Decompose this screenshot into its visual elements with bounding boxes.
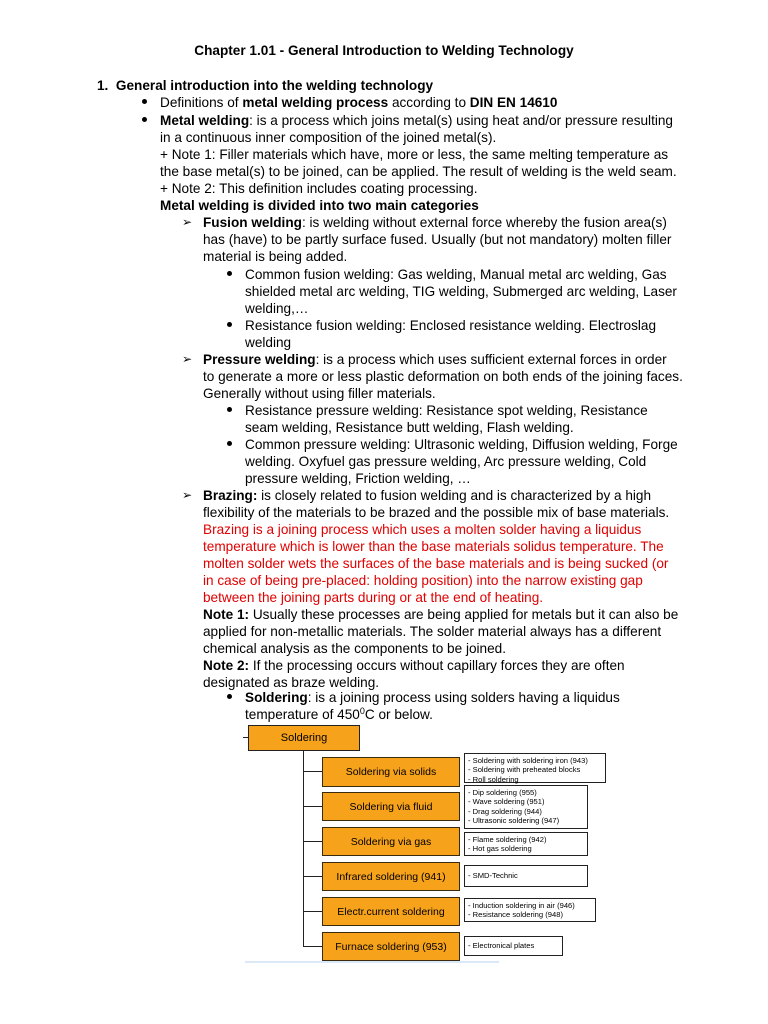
bullet-icon [227,407,232,412]
pressure-bullet-2: Common pressure welding: Ultrasonic welding, Diffusion welding, Forge [245,437,678,452]
diagram-note-box: - Electronical plates [464,936,563,956]
connector-line [303,876,322,877]
fusion-bullet-2: Resistance fusion welding: Enclosed resistance welding. Electroslag [245,318,657,333]
brazing-l2: flexibility of the materials to be brazed and the possible mix of base materials. [203,505,670,520]
diagram-node-box: Soldering via gas [322,827,460,856]
categories-heading: Metal welding is divided into two main categories [160,198,479,213]
brazing-def: Brazing: is closely related to fusion welding and is characterized by a high [203,488,652,503]
arrow-bullet-icon: ➢ [182,215,193,229]
diagram-node-box: Infrared soldering (941) [322,862,460,891]
pressure-bullet-2-l3: pressure welding, Friction welding, … [245,471,471,486]
brazing-red-l3: molten solder wets the surfaces of the base materials and is being sucked (or [203,556,669,571]
metal-welding-note1: + Note 1: Filler materials which have, more or less, the same melting temperature as [160,147,669,162]
pressure-bullet-2-l2: welding. Oxyfuel gas pressure welding, Arc pressure welding, Cold [245,454,647,469]
bullet-icon [227,441,232,446]
diagram-note-box: - Soldering with soldering iron (943) - Soldering with preheated blocks - Roll soldering [464,753,606,783]
soldering-def-l2: temperature of $450^0C$ or below. [245,706,433,722]
brazing-note2-l2: designated as braze welding. [203,675,380,690]
pressure-bullet-1-l2: seam welding, Resistance butt welding, Flash welding. [245,420,574,435]
connector-line [303,806,322,807]
fusion-welding-l2: has (have) to be partly surface fused. Usually (but not mandatory) molten filler [203,232,672,247]
metal-welding-def-l2: in a continuous inner composition of the joined metal(s). [160,130,497,145]
diagram-note-box: - SMD-Technic [464,865,588,887]
bullet-icon [227,694,232,699]
soldering-def: Soldering: is a joining process using solders having a liquidus [245,690,620,705]
bullet-icon [142,99,147,104]
diagram-note-box: - Induction soldering in air (946) - Resistance soldering (948) [464,898,596,922]
diagram-node-box: Soldering via fluid [322,792,460,821]
diagram-node-box: Electr.current soldering [322,897,460,926]
brazing-note2: Note 2: If the processing occurs without capillary forces they are often [203,658,625,673]
brazing-red-l2: temperature which is lower than the base materials solidus temperature. The [203,539,664,554]
definitions-bullet: Definitions of metal welding process according to DIN EN 14610 [160,95,558,110]
chapter-title: Chapter 1.01 - General Introduction to Welding Technology [194,43,574,58]
brazing-red-l1: Brazing is a joining process which uses a molten solder having a liquidus [203,522,642,537]
fusion-bullet-1-l2: shielded metal arc welding, TIG welding, Submerged arc welding, Laser [245,284,677,299]
pressure-welding-def: Pressure welding: is a process which uses sufficient external forces in order [203,352,667,367]
arrow-bullet-icon: ➢ [182,352,193,366]
metal-welding-note2: + Note 2: This definition includes coating processing. [160,181,478,196]
bullet-icon [227,271,232,276]
brazing-note1-l3: chemical analysis as the components to be joined. [203,641,507,656]
connector-line [303,911,322,912]
fusion-welding-def: Fusion welding: is welding without external force whereby the fusion area(s) [203,215,667,230]
pressure-welding-l2: to generate a more or less plastic deformation on both ends of the joining faces. [203,369,683,384]
brazing-note1: Note 1: Usually these processes are being applied for metals but it can also be [203,607,679,622]
brazing-red-l5: between the joining parts during or at the end of heating. [203,590,544,605]
cropped-edge-line [245,961,499,963]
metal-welding-def: Metal welding: is a process which joins metal(s) using heat and/or pressure resulting [160,113,673,128]
brazing-note1-l2: applied for non-metallic materials. The solder material always has a different [203,624,662,639]
pressure-welding-l3: Generally without using filler materials. [203,386,436,401]
diagram-note-box: - Dip soldering (955) - Wave soldering (951) - Drag soldering (944) - Ultrasonic soldering (947) [464,785,588,829]
diagram-note-box: - Flame soldering (942) - Hot gas soldering [464,832,588,856]
brazing-red-l4: in case of being pre-placed: holding position) into the narrow existing gap [203,573,643,588]
connector-line [303,771,322,772]
arrow-bullet-icon: ➢ [182,488,193,502]
connector-line [303,946,322,947]
bullet-icon [227,322,232,327]
fusion-bullet-2-l2: welding [245,335,292,350]
diagram-root-box: Soldering [248,725,360,751]
fusion-welding-l3: material is being added. [203,249,348,264]
fusion-bullet-1-l3: welding,… [245,301,309,316]
pressure-bullet-1: Resistance pressure welding: Resistance spot welding, Resistance [245,403,648,418]
connector-line [303,841,322,842]
tree-trunk-line [303,751,304,947]
metal-welding-note1-l2: the base metal(s) to be joined, can be applied. The result of welding is the weld seam. [160,164,677,179]
diagram-node-box: Soldering via solids [322,757,460,787]
section-heading: 1. General introduction into the welding technology [97,78,434,93]
bullet-icon [142,117,147,122]
diagram-node-box: Furnace soldering (953) [322,932,460,961]
fusion-bullet-1: Common fusion welding: Gas welding, Manual metal arc welding, Gas [245,267,667,282]
